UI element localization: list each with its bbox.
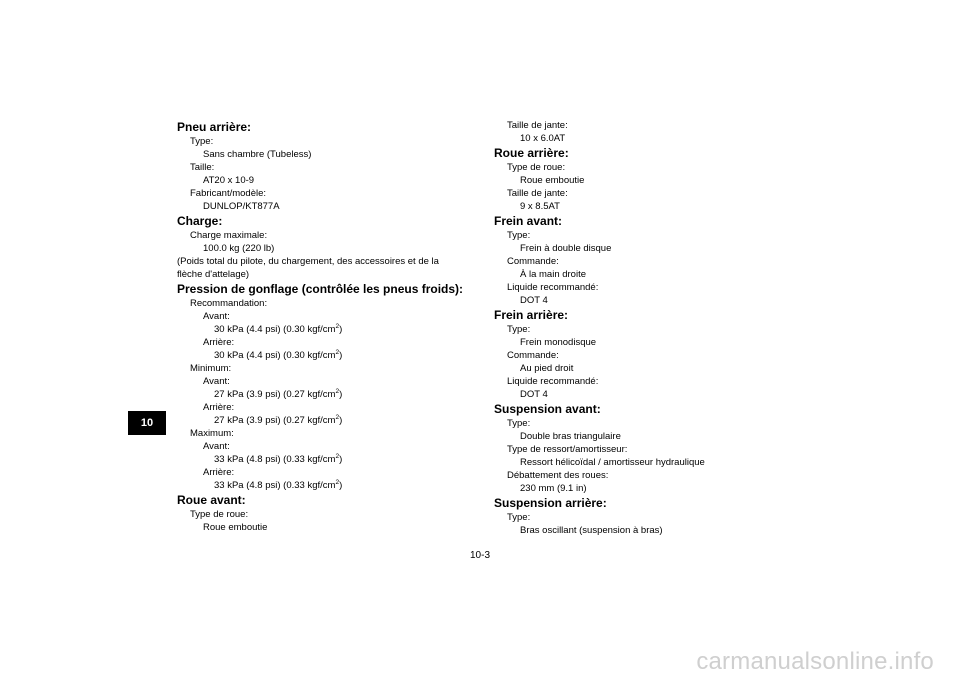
spec-value: DUNLOP/KT877A: [203, 201, 280, 212]
spec-label: Type de roue:: [190, 509, 249, 520]
pressure-text: 33 kPa (4.8 psi) (0.33 kgf/cm: [214, 454, 336, 465]
spec-value: À la main droite: [520, 269, 587, 280]
spec-value: DOT 4: [520, 295, 548, 306]
spec-value: Roue emboutie: [520, 175, 585, 186]
spec-label: Type de roue:: [507, 162, 566, 173]
superscript: 2: [335, 413, 340, 421]
pressure-text: 30 kPa (4.4 psi) (0.30 kgf/cm: [214, 350, 336, 361]
watermark: carmanualsonline.info: [696, 648, 934, 675]
spec-value: 230 mm (9.1 in): [520, 483, 587, 494]
paren: ): [339, 454, 343, 465]
heading-suspension-avant: Suspension avant:: [494, 402, 601, 416]
spec-label: Recommandation:: [190, 298, 268, 309]
charge-note: flèche d'attelage): [177, 269, 250, 280]
spec-value: Bras oscillant (suspension à bras): [520, 525, 663, 536]
spec-label: Liquide recommandé:: [507, 282, 599, 293]
spec-label: Commande:: [507, 256, 559, 267]
spec-label: Type:: [190, 136, 214, 147]
spec-value: DOT 4: [520, 389, 548, 400]
pressure-text: 30 kPa (4.4 psi) (0.30 kgf/cm: [214, 324, 336, 335]
spec-value: Frein monodisque: [520, 337, 597, 348]
spec-label: Débattement des roues:: [507, 470, 609, 481]
spec-label: Arrière:: [203, 467, 235, 478]
spec-value: [177, 349, 477, 362]
left-column: [177, 119, 477, 534]
spec-label: Type de ressort/amortisseur:: [507, 444, 628, 455]
spec-value: [177, 414, 477, 427]
pressure-text: 33 kPa (4.8 psi) (0.33 kgf/cm: [214, 480, 336, 491]
spec-label: Maximum:: [190, 428, 234, 439]
heading-frein-arriere: Frein arrière:: [494, 308, 569, 322]
spec-label: Type:: [507, 418, 531, 429]
chapter-tab: [128, 411, 166, 435]
spec-label: Taille de jante:: [507, 188, 568, 199]
spec-label: Liquide recommandé:: [507, 376, 599, 387]
spec-value: 10 x 6.0AT: [520, 133, 566, 144]
heading-suspension-arriere: Suspension arrière:: [494, 496, 607, 510]
spec-value: [177, 388, 477, 401]
spec-label: Arrière:: [203, 402, 235, 413]
paren: ): [339, 415, 343, 426]
spec-value: Frein à double disque: [520, 243, 612, 254]
right-column: [494, 119, 794, 537]
spec-value: 9 x 8.5AT: [520, 201, 560, 212]
spec-value: Ressort hélicoïdal / amortisseur hydraulique: [520, 457, 705, 468]
heading-charge: Charge:: [177, 214, 223, 228]
spec-label: Arrière:: [203, 337, 235, 348]
spec-label: Avant:: [203, 441, 230, 452]
spec-label: Taille:: [190, 162, 215, 173]
spec-value: [177, 323, 477, 336]
superscript: 2: [335, 322, 340, 330]
heading-pneu-arriere: Pneu arrière:: [177, 120, 252, 134]
spec-value: Double bras triangulaire: [520, 431, 621, 442]
page-number: 10-3: [469, 550, 490, 561]
paren: ): [339, 389, 343, 400]
spec-label: Type:: [507, 512, 531, 523]
charge-note: (Poids total du pilote, du chargement, des accessoires et de la: [177, 256, 439, 267]
spec-value: AT20 x 10-9: [203, 175, 255, 186]
spec-label: Minimum:: [190, 363, 232, 374]
spec-value: 100.0 kg (220 lb): [203, 243, 275, 254]
spec-value: Au pied droit: [520, 363, 574, 374]
superscript: 2: [335, 478, 340, 486]
spec-value: Roue emboutie: [203, 522, 268, 533]
paren: ): [339, 480, 343, 491]
superscript: 2: [335, 348, 340, 356]
heading-pression: Pression de gonflage (contrôlée les pneus froids):: [177, 282, 464, 296]
spec-label: Taille de jante:: [507, 120, 568, 131]
spec-label: Type:: [507, 230, 531, 241]
spec-label: Type:: [507, 324, 531, 335]
spec-label: Avant:: [203, 311, 230, 322]
spec-value: [177, 479, 477, 492]
pressure-text: 27 kPa (3.9 psi) (0.27 kgf/cm: [214, 389, 336, 400]
spec-label: Fabricant/modèle:: [190, 188, 267, 199]
spec-label: Avant:: [203, 376, 230, 387]
spec-label: Commande:: [507, 350, 559, 361]
heading-roue-arriere: Roue arrière:: [494, 146, 569, 160]
spec-label: Charge maximale:: [190, 230, 268, 241]
heading-frein-avant: Frein avant:: [494, 214, 563, 228]
superscript: 2: [335, 452, 340, 460]
spec-value: Sans chambre (Tubeless): [203, 149, 312, 160]
superscript: 2: [335, 387, 340, 395]
chapter-tab-label: 10: [140, 417, 154, 429]
pressure-text: 27 kPa (3.9 psi) (0.27 kgf/cm: [214, 415, 336, 426]
paren: ): [339, 324, 343, 335]
paren: ): [339, 350, 343, 361]
heading-roue-avant: Roue avant:: [177, 493, 246, 507]
spec-value: [177, 453, 477, 466]
